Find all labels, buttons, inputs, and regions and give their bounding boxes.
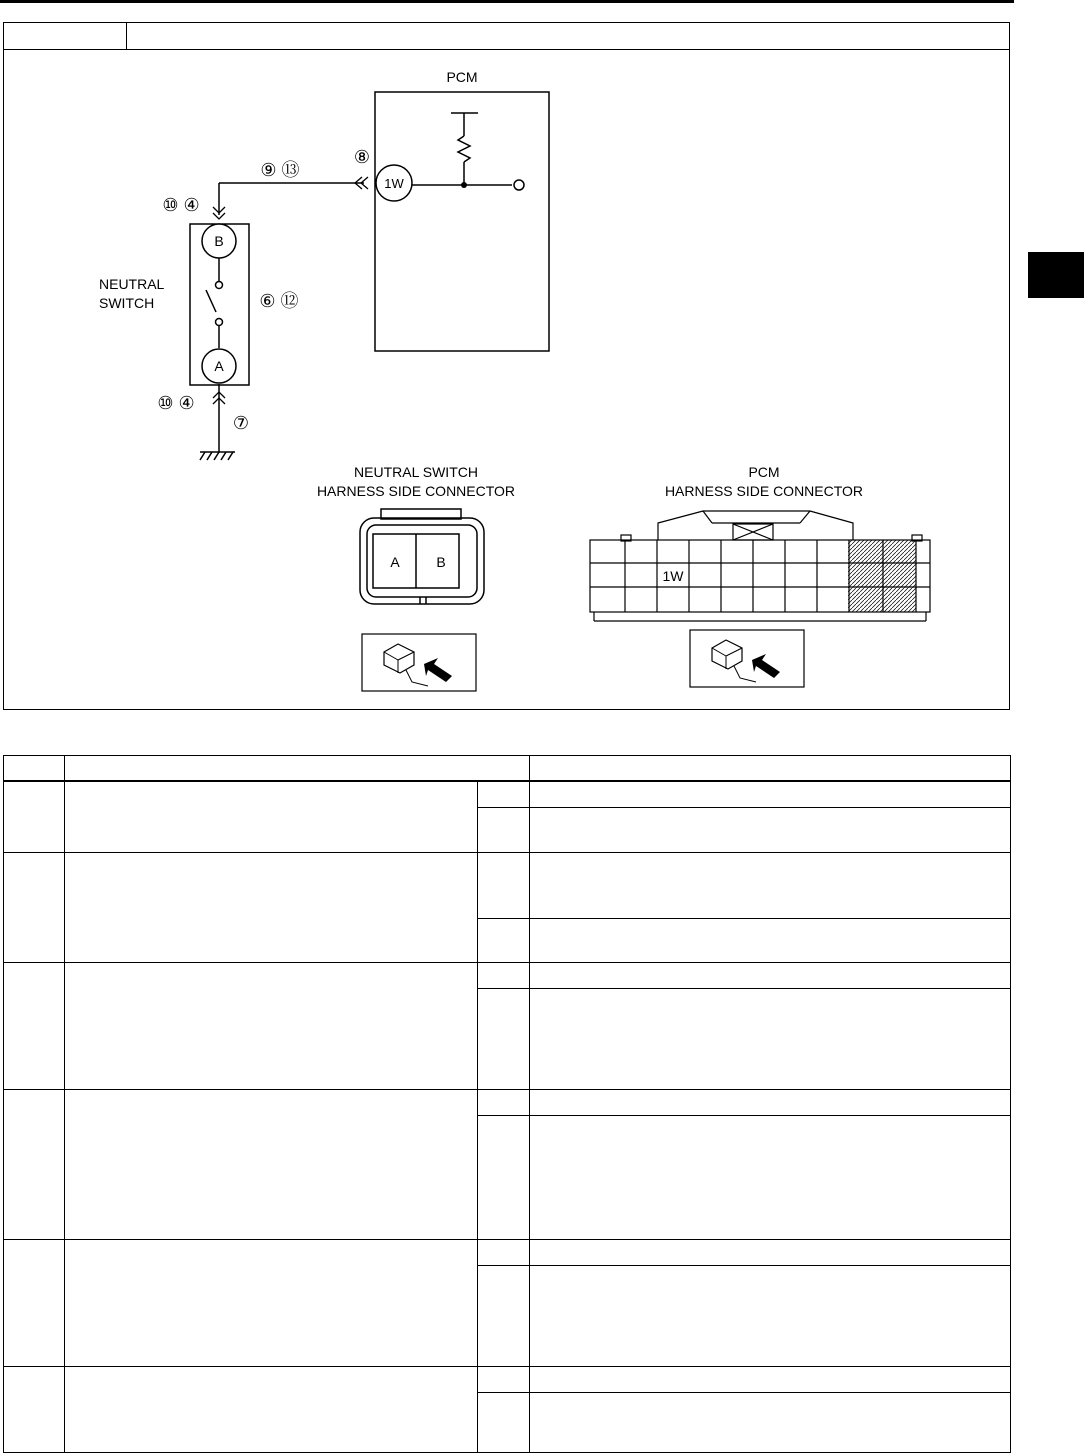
header-action [530,756,1011,782]
switch-terminal-a-label: A [214,358,224,374]
result-cell [478,852,530,918]
action-cell [530,807,1011,852]
ns-view-direction-icon [362,634,476,691]
action-cell [530,919,1011,962]
table-row [4,1367,1011,1392]
inspection-cell [65,1090,478,1240]
ns-connector-title-2: HARNESS SIDE CONNECTOR [316,483,516,499]
switch-terminal-b-label: B [214,233,224,249]
result-cell [478,919,530,962]
pcm-terminal-label: 1W [384,176,404,191]
action-cell [530,1116,1011,1240]
table-row [4,962,1011,988]
result-cell [478,1367,530,1392]
result-cell [478,781,530,807]
table-row [4,1090,1011,1116]
step-cell [4,1239,65,1367]
neutral-switch-label-2: SWITCH [99,295,155,311]
table-row [4,1239,1011,1265]
callout-harness-top: ⑨ ⑬ [260,160,300,180]
inspection-cell [65,1239,478,1367]
ns-connector-pin-a: A [390,554,400,570]
action-cell [530,1090,1011,1116]
action-cell [530,1265,1011,1367]
callout-pcm-connector: ⑧ [353,147,371,167]
step-cell [4,1367,65,1453]
neutral-switch-label-1: NEUTRAL [99,276,165,292]
table-header-row [4,756,1011,782]
inspection-cell [65,852,478,962]
step-cell [4,962,65,1090]
table-row [4,852,1011,918]
pcm-view-direction-icon [690,630,804,687]
result-cell [478,1265,530,1367]
callout-switch-connector-top: ⑩ ④ [162,195,200,215]
step-cell [4,781,65,852]
callout-switch-body: ⑥ ⑫ [259,291,299,311]
result-cell [478,1090,530,1116]
ns-connector-pin-b: B [436,554,446,570]
header-step [4,756,65,782]
action-cell [530,962,1011,988]
pcm-connector-pin-1w: 1W [662,568,684,584]
callout-ground: ⑦ [232,413,250,433]
pcm-box [375,92,549,351]
inspection-cell [65,962,478,1090]
pcm-connector-title-1: PCM [748,464,780,480]
result-cell [478,962,530,988]
inspection-cell [65,781,478,852]
callout-switch-connector-bottom: ⑩ ④ [157,393,195,413]
pcm-connector-drawing [590,511,930,621]
pcm-label: PCM [446,69,478,85]
step-cell [4,1090,65,1240]
action-cell [530,988,1011,1090]
ns-connector-drawing [360,509,484,604]
header-inspection [65,756,530,782]
inspection-cell [65,1367,478,1453]
ns-connector-title-1: NEUTRAL SWITCH [354,464,478,480]
action-cell [530,1239,1011,1265]
action-cell [530,1392,1011,1452]
table-row [4,781,1011,807]
pcm-connector-title-2: HARNESS SIDE CONNECTOR [664,483,864,499]
result-cell [478,988,530,1090]
result-cell [478,1239,530,1265]
result-cell [478,807,530,852]
action-cell [530,781,1011,807]
result-cell [478,1116,530,1240]
action-cell [530,1367,1011,1392]
action-cell [530,852,1011,918]
diagnostic-procedure-table [3,755,1011,1453]
step-cell [4,852,65,962]
wiring-diagram [0,0,1084,720]
result-cell [478,1392,530,1452]
